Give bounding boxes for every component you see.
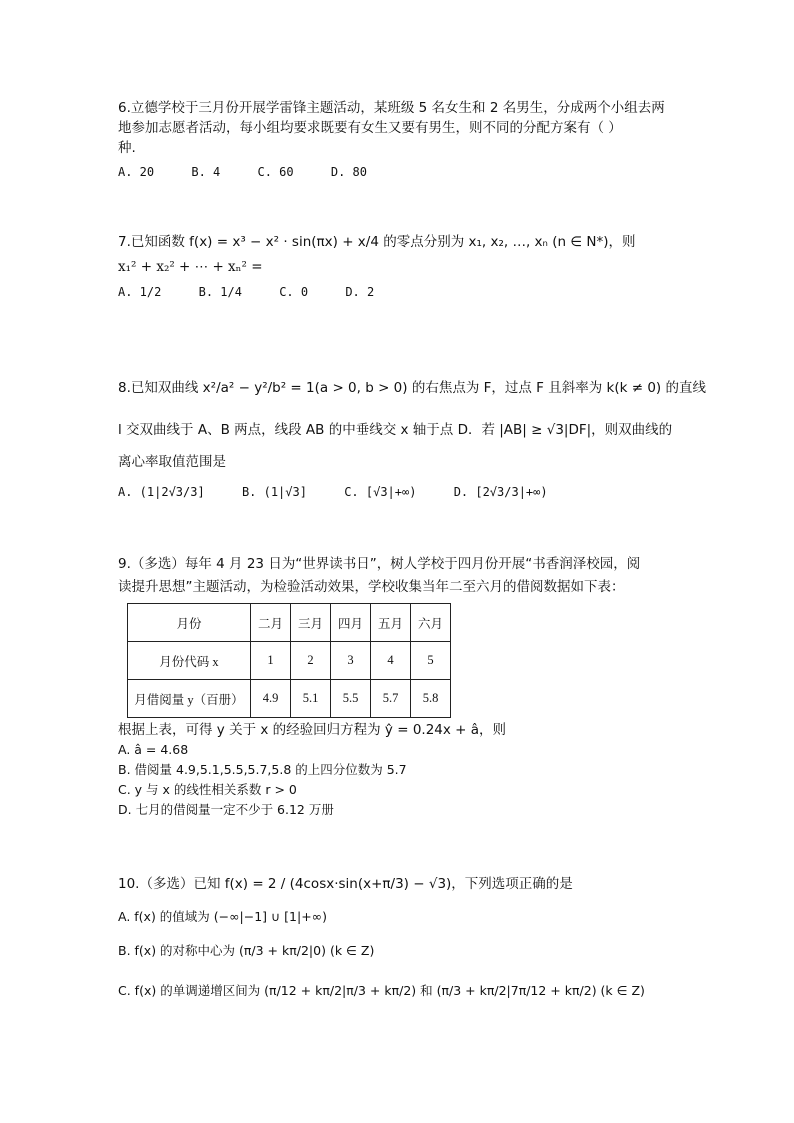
q7-option-b: B. 1/4 (198, 285, 242, 299)
table-cell: 月份 (128, 604, 251, 642)
q7-option-d: D. 2 (345, 285, 375, 299)
table-cell: 1 (251, 642, 291, 680)
q7-line-1: 7.已知函数 f(x) = x³ − x² · sin(πx) + x/4 的零点分别为 x₁, x₂, …, xₙ (n ∈ N*)，则 (118, 234, 636, 250)
question-7 (118, 230, 678, 302)
table-row (128, 604, 451, 642)
table-cell: 2 (291, 642, 331, 680)
q7-line-2: x₁² + x₂² + ⋯ + xₙ² = (118, 259, 263, 275)
q10-option-c: C. f(x) 的单调递增区间为 (π/12 + kπ/2|π/3 + kπ/2) 和 (π/3 + kπ/2|7π/12 + kπ/2) (k ∈ Z) (118, 983, 645, 998)
table-cell: 4 (371, 642, 411, 680)
question-9-options (118, 720, 678, 820)
table-cell: 5.8 (411, 680, 451, 718)
table-cell: 4.9 (251, 680, 291, 718)
q8-line-2: l 交双曲线于 A、B 两点，线段 AB 的中垂线交 x 轴于点 D．若 |AB| ≥ √3|DF|，则双曲线的 (118, 422, 673, 438)
question-8 (118, 376, 706, 502)
q9-option-c: C. y 与 x 的线性相关系数 r > 0 (118, 782, 297, 797)
q6-option-d: D. 80 (330, 165, 367, 179)
q6-line-1: 6.立德学校于三月份开展学雷锋主题活动，某班级 5 名女生和 2 名男生，分成两个小组去两 (118, 100, 665, 116)
q6-options (118, 162, 678, 182)
q9-data-table (127, 603, 451, 718)
table-cell: 5.5 (331, 680, 371, 718)
table-cell: 三月 (291, 604, 331, 642)
question-9 (118, 552, 678, 598)
table-row (128, 680, 451, 718)
q8-options (118, 482, 678, 502)
table-cell: 月借阅量 y（百册） (128, 680, 251, 718)
q10-option-b: B. f(x) 的对称中心为 (π/3 + kπ/2|0) (k ∈ Z) (118, 943, 375, 958)
q8-option-c: C. [√3|+∞) (344, 485, 417, 499)
table-row (128, 642, 451, 680)
q8-line-3: 离心率取值范围是 (118, 454, 226, 470)
table-cell: 月份代码 x (128, 642, 251, 680)
table-cell: 5 (411, 642, 451, 680)
q8-option-d: D. [2√3/3|+∞) (453, 485, 548, 499)
q6-option-b: B. 4 (191, 165, 221, 179)
table-cell: 3 (331, 642, 371, 680)
question-6 (118, 98, 678, 182)
q7-option-c: C. 0 (279, 285, 309, 299)
table-cell: 5.7 (371, 680, 411, 718)
q6-line-2: 地参加志愿者活动，每小组均要求既要有女生又要有男生，则不同的分配方案有（ ） (118, 120, 622, 136)
q8-option-a: A. (1|2√3/3] (118, 485, 205, 499)
q9-option-d: D. 七月的借阅量一定不少于 6.12 万册 (118, 802, 334, 817)
q6-line-3: 种. (118, 140, 136, 156)
q9-line-1: 9.（多选）每年 4 月 23 日为“世界读书日”，树人学校于四月份开展“书香润泽校园，阅 (118, 556, 641, 572)
q8-option-b: B. (1|√3] (241, 485, 307, 499)
q7-options (118, 282, 678, 302)
q9-after-table: 根据上表，可得 y 关于 x 的经验回归方程为 ŷ = 0.24x + â，则 (118, 722, 507, 738)
q6-option-a: A. 20 (118, 165, 155, 179)
q9-line-2: 读提升思想”主题活动，为检验活动效果，学校收集当年二至六月的借阅数据如下表： (118, 579, 625, 595)
table-cell: 五月 (371, 604, 411, 642)
q9-option-b: B. 借阅量 4.9,5.1,5.5,5.7,5.8 的上四分位数为 5.7 (118, 762, 407, 777)
table-cell: 四月 (331, 604, 371, 642)
table-cell: 二月 (251, 604, 291, 642)
q10-option-a: A. f(x) 的值域为 (−∞|−1] ∪ [1|+∞) (118, 909, 327, 924)
q7-option-a: A. 1/2 (118, 285, 162, 299)
table-cell: 5.1 (291, 680, 331, 718)
q6-option-c: C. 60 (257, 165, 294, 179)
q9-option-a: A. â = 4.68 (118, 742, 189, 757)
table-cell: 六月 (411, 604, 451, 642)
q10-line-1: 10.（多选）已知 f(x) = 2 / (4cosx·sin(x+π/3) − √3)，下列选项正确的是 (118, 876, 573, 892)
question-10 (118, 872, 678, 1002)
q8-line-1: 8.已知双曲线 x²/a² − y²/b² = 1(a > 0, b > 0) 的右焦点为 F，过点 F 且斜率为 k(k ≠ 0) 的直线 (118, 380, 706, 396)
